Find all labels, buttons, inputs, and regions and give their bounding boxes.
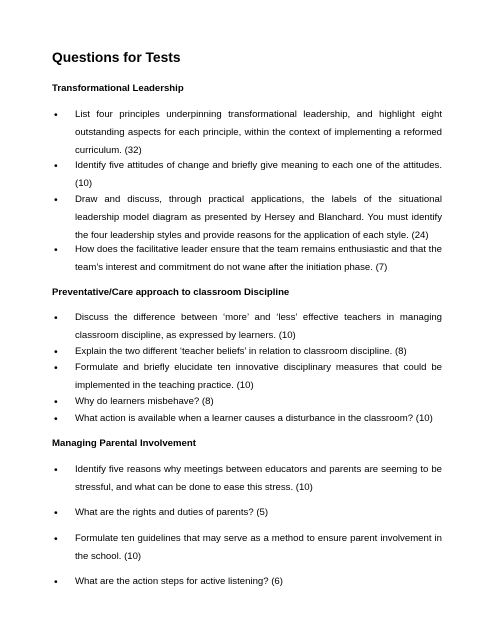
list-item xyxy=(52,191,442,245)
page-title: Questions for Tests xyxy=(52,50,181,65)
bullet-icon: • xyxy=(54,396,58,408)
question-text: Formulate and briefly elucidate ten innovative disciplinary measures that could be implemented in the teaching practice. (10) xyxy=(75,362,442,391)
question-text: Identify five attitudes of change and briefly give meaning to each one of the attitudes. (10) xyxy=(75,160,442,189)
list-item xyxy=(52,359,442,395)
bullet-icon: • xyxy=(54,160,58,172)
bullet-icon: • xyxy=(54,312,58,324)
list-item xyxy=(52,309,442,345)
question-text: How does the facilitative leader ensure that the team remains enthusiastic and that the team’s interest and commitment do not wane after the initiation phase. (7) xyxy=(75,244,442,273)
question-text: Identify five reasons why meetings between educators and parents are seeming to be stressful, and what can be done to ease this stress. (10) xyxy=(75,464,442,493)
question-text: Explain the two different ‘teacher beliefs’ in relation to classroom discipline. (8) xyxy=(75,346,407,357)
bullet-icon: • xyxy=(54,464,58,476)
bullet-icon: • xyxy=(54,533,58,545)
bullet-icon: • xyxy=(54,109,58,121)
list-item xyxy=(52,241,442,277)
section-heading-parental-involvement: Managing Parental Involvement xyxy=(52,438,196,449)
question-text: What are the rights and duties of parents? (5) xyxy=(75,507,269,518)
list-item xyxy=(52,504,442,522)
question-text: Why do learners misbehave? (8) xyxy=(75,396,214,407)
bullet-icon: • xyxy=(54,507,58,519)
bullet-icon: • xyxy=(54,244,58,256)
list-item xyxy=(52,393,442,411)
bullet-icon: • xyxy=(54,194,58,206)
list-item xyxy=(52,461,442,497)
bullet-icon: • xyxy=(54,413,58,425)
list-item xyxy=(52,530,442,566)
question-text: Formulate ten guidelines that may serve as a method to ensure parent involvement in the school. (10) xyxy=(75,533,442,562)
question-text: What action is available when a learner causes a disturbance in the classroom? (10) xyxy=(75,413,433,424)
bullet-icon: • xyxy=(54,346,58,358)
section-heading-classroom-discipline: Preventative/Care approach to classroom Discipline xyxy=(52,287,290,298)
list-item xyxy=(52,106,442,160)
question-text: Draw and discuss, through practical applications, the labels of the situational leadership model diagram as presented by Hersey and Blanchard. You must identify the four leadership styles and provide reasons for the application of each style. (24) xyxy=(75,194,442,241)
list-item xyxy=(52,410,442,428)
question-text: What are the action steps for active listening? (6) xyxy=(75,576,283,587)
list-item xyxy=(52,573,442,591)
list-item xyxy=(52,157,442,193)
bullet-icon: • xyxy=(54,576,58,588)
question-text: Discuss the difference between ‘more’ and ‘less’ effective teachers in managing classroom discipline, as expressed by learners. (10) xyxy=(75,312,442,341)
section-heading-transformational-leadership: Transformational Leadership xyxy=(52,83,184,94)
bullet-icon: • xyxy=(54,362,58,374)
question-text: List four principles underpinning transformational leadership, and highlight eight outstanding aspects for each principle, within the context of implementing a reformed curriculum. (32) xyxy=(75,109,442,156)
